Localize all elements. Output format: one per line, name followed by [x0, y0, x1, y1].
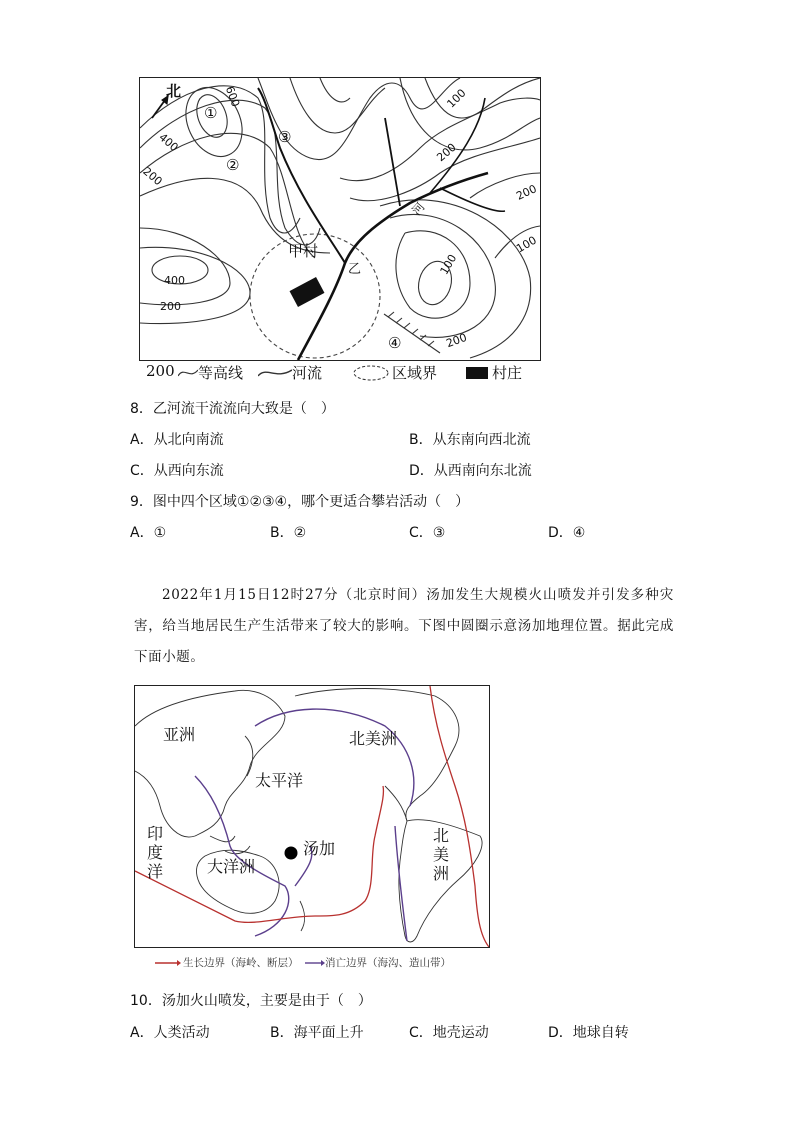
legend-contour: 等高线 — [198, 364, 244, 382]
pacific-map-legend — [155, 955, 485, 971]
river-branch — [430, 98, 485, 193]
village-label: 甲村 — [288, 242, 319, 260]
question-10-option-a[interactable]: A．人类活动 — [130, 1025, 210, 1041]
contour-line — [140, 247, 250, 323]
contour-label: 100 — [444, 86, 469, 111]
region-mark-4: ④ — [388, 334, 402, 352]
contour-label: 200 — [140, 164, 165, 189]
subduction-boundary — [395, 826, 407, 941]
legend-growth-icon — [155, 959, 181, 967]
question-9-option-a[interactable]: A．① — [130, 525, 167, 541]
pacific-map — [134, 685, 490, 948]
question-8-option-d[interactable]: D．从西南向东北流 — [409, 463, 532, 479]
north-label: 北 — [166, 82, 182, 100]
contour-line — [290, 78, 385, 133]
legend-contour-value: 200 — [146, 362, 175, 380]
legend-region-icon — [352, 364, 390, 382]
legend-subduction: 消亡边界（海沟、造山带） — [325, 957, 451, 969]
coastline-asia — [135, 690, 285, 837]
river-label: 河 — [409, 199, 428, 218]
contour-label: 100 — [437, 252, 460, 277]
question-10-option-d[interactable]: D．地球自转 — [548, 1025, 629, 1041]
question-9-option-c[interactable]: C．③ — [409, 525, 446, 541]
contour-line — [175, 78, 253, 165]
question-8-option-b[interactable]: B．从东南向西北流 — [409, 432, 531, 448]
river-name-label: 乙 — [348, 262, 362, 277]
legend-region: 区域界 — [392, 364, 438, 382]
label-north-america: 北美洲 — [349, 729, 398, 748]
contour-label: 200 — [434, 140, 459, 165]
question-10-option-c[interactable]: C．地壳运动 — [409, 1025, 489, 1041]
contour-label-600: 600 — [222, 84, 243, 109]
contour-label: 400 — [164, 274, 185, 287]
river-branch — [440, 188, 505, 211]
label-south-continent: 北 美 洲 — [433, 826, 450, 883]
legend-village: 村庄 — [492, 364, 523, 382]
legend-subduction-icon — [305, 959, 325, 967]
label-asia: 亚洲 — [163, 725, 196, 744]
river-branch — [258, 88, 345, 263]
legend-contour-icon — [178, 366, 198, 380]
village-marker — [290, 277, 325, 307]
coastline-central — [385, 786, 407, 821]
contour-label: 200 — [444, 330, 469, 351]
contour-line — [320, 78, 350, 102]
question-9-option-d[interactable]: D．④ — [548, 525, 586, 541]
contour-label: 200 — [160, 300, 181, 313]
question-8-option-a[interactable]: A．从北向南流 — [130, 432, 224, 448]
label-oceania: 大洋洲 — [207, 857, 256, 876]
contour-map-svg — [140, 78, 540, 360]
contour-label: 100 — [514, 233, 539, 256]
question-9-stem: 9．图中四个区域①②③④，哪个更适合攀岩活动（ ） — [130, 494, 470, 510]
growth-boundary — [135, 786, 383, 922]
contour-line — [340, 98, 540, 181]
question-9-option-b[interactable]: B．② — [270, 525, 307, 541]
contour-map — [139, 77, 541, 361]
coastline-north-america — [295, 689, 459, 822]
label-indian-ocean: 印 度 洋 — [147, 824, 164, 881]
label-tonga: 汤加 — [303, 839, 336, 858]
region-mark-2: ② — [226, 156, 240, 174]
legend-river-icon — [258, 366, 292, 380]
question-10-option-b[interactable]: B．海平面上升 — [270, 1025, 364, 1041]
region-mark-1: ① — [204, 104, 218, 122]
growth-boundary — [430, 686, 489, 947]
question-10-stem: 10．汤加火山喷发，主要是由于（ ） — [130, 993, 372, 1009]
region-mark-3: ③ — [278, 128, 292, 146]
contour-label: 400 — [156, 130, 181, 155]
legend-growth: 生长边界（海岭、断层） — [183, 957, 299, 969]
river-branch — [385, 118, 400, 206]
question-8-option-c[interactable]: C．从西向东流 — [130, 463, 224, 479]
label-pacific: 太平洋 — [255, 771, 304, 790]
passage-text: 2022年1月15日12时27分（北京时间）汤加发生大规模火山喷发并引发多种灾害，给当地居民生产生活带来了较大的影响。下图中圆圈示意汤加地理位置。据此完成下面小题。 — [134, 587, 674, 665]
tonga-marker — [285, 847, 298, 860]
contour-label: 200 — [514, 182, 539, 203]
contour-line — [140, 228, 230, 305]
legend-village-icon — [466, 367, 488, 379]
question-8-stem: 8．乙河流干流流向大致是（ ） — [130, 401, 335, 417]
contour-map-legend — [140, 362, 540, 384]
legend-river: 河流 — [292, 364, 323, 382]
